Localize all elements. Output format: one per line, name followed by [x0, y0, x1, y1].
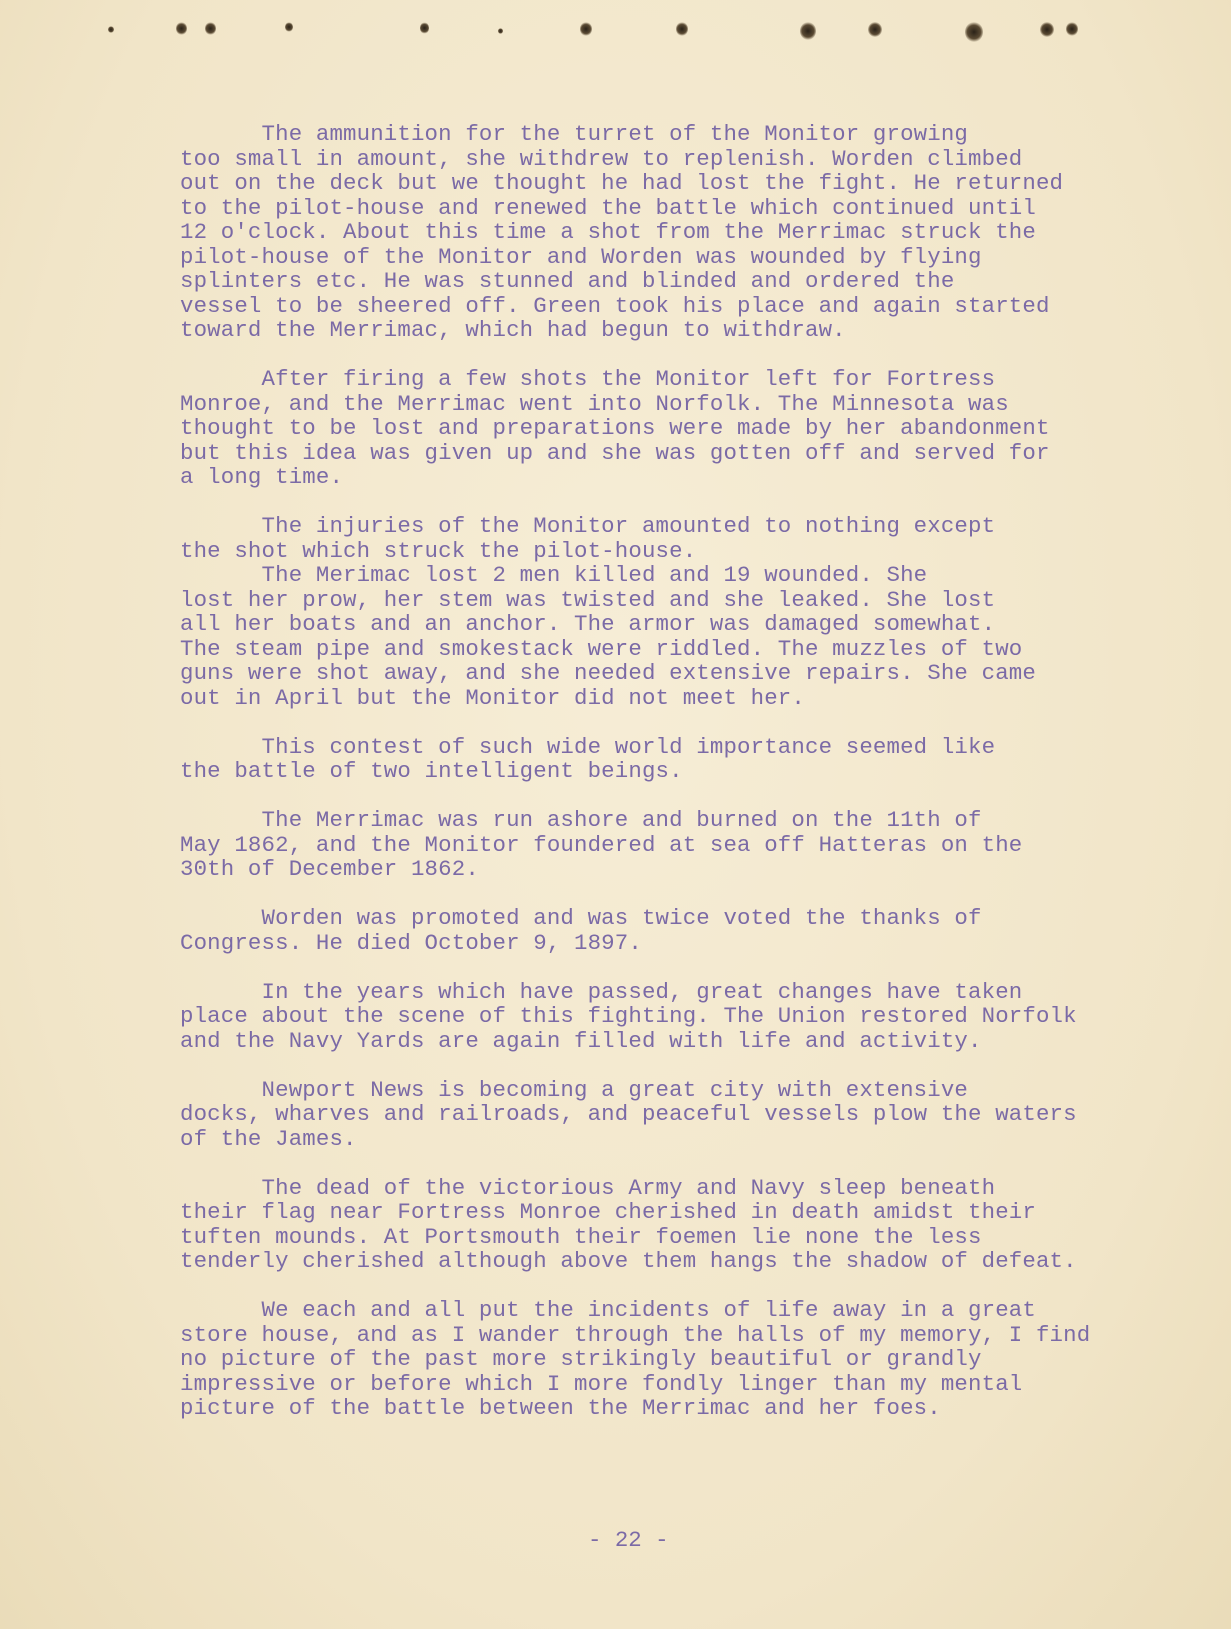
text-line: too small in amount, she withdrew to replenish. Worden climbed — [180, 145, 1023, 172]
text-line: After firing a few shots the Monitor left for Fortress — [180, 366, 996, 392]
text-line: thought to be lost and preparations were made by her abandonment — [180, 415, 1050, 441]
text-line: The Merimac lost 2 men killed and 19 wounded. She — [180, 562, 928, 588]
binding-hole — [176, 22, 187, 35]
paragraph — [180, 906, 1200, 955]
binding-hole — [108, 26, 114, 33]
binding-hole — [285, 22, 293, 32]
text-line: all her boats and an anchor. The armor was damaged somewhat. — [180, 611, 996, 637]
text-line: 30th of December 1862. — [180, 856, 479, 882]
text-line: impressive or before which I more fondly linger than my mental — [180, 1370, 1023, 1397]
paragraph — [180, 1078, 1200, 1152]
text-line: May 1862, and the Monitor foundered at sea off Hatteras on the — [180, 831, 1023, 858]
binding-holes — [0, 22, 1231, 52]
binding-hole — [868, 22, 882, 37]
typed-text-body — [180, 122, 1200, 1445]
paragraph — [180, 1298, 1200, 1421]
text-line: Monroe, and the Merrimac went into Norfolk. The Minnesota was — [180, 390, 1009, 417]
paragraph — [180, 808, 1200, 882]
text-line: Newport News is becoming a great city with extensive — [180, 1076, 969, 1103]
binding-hole — [676, 22, 688, 36]
paragraph — [180, 980, 1200, 1054]
binding-hole — [1066, 22, 1078, 36]
text-line: The Merrimac was run ashore and burned on the 11th of — [180, 807, 982, 833]
text-line: but this idea was given up and she was gotten off and served for — [180, 439, 1050, 466]
binding-hole — [800, 22, 816, 40]
text-line: of the James. — [180, 1125, 357, 1152]
text-line: their flag near Fortress Monroe cherished in death amidst their — [180, 1199, 1036, 1225]
text-line: no picture of the past more strikingly beautiful or grandly — [180, 1346, 982, 1372]
paragraph — [180, 367, 1200, 490]
binding-hole — [498, 28, 503, 34]
text-line: lost her prow, her stem was twisted and she leaked. She lost — [180, 586, 996, 613]
text-line: place about the scene of this fighting. The Union restored Norfolk — [180, 1003, 1077, 1029]
text-line: out in April but the Monitor did not meet her. — [180, 684, 805, 711]
text-line: vessel to be sheered off. Green took his place and again started — [180, 292, 1050, 319]
text-line: toward the Merrimac, which had begun to withdraw. — [180, 317, 846, 343]
text-line: This contest of such wide world importance seemed like — [180, 733, 996, 760]
text-line: guns were shot away, and she needed extensive repairs. She came — [180, 660, 1036, 686]
paragraph — [180, 735, 1200, 784]
paragraph — [180, 514, 1200, 710]
text-line: The ammunition for the turret of the Monitor growing — [180, 121, 969, 147]
text-line: docks, wharves and railroads, and peaceful vessels plow the waters — [180, 1101, 1077, 1127]
text-line: to the pilot-house and renewed the battle which continued until — [180, 194, 1036, 221]
text-line: and the Navy Yards are again filled with life and activity. — [180, 1027, 982, 1054]
binding-hole — [965, 22, 983, 42]
text-line: out on the deck but we thought he had lost the fight. He returned — [180, 170, 1064, 196]
page-number: - 22 - — [588, 1527, 669, 1553]
text-line: In the years which have passed, great changes have taken — [180, 978, 1023, 1005]
text-line: tenderly cherished although above them hangs the shadow of defeat. — [180, 1248, 1077, 1274]
text-line: the shot which struck the pilot-house. — [180, 537, 697, 564]
text-line: pilot-house of the Monitor and Worden was wounded by flying — [180, 243, 982, 270]
text-line: splinters etc. He was stunned and blinded and ordered the — [180, 268, 955, 294]
paragraph — [180, 1176, 1200, 1274]
text-line: We each and all put the incidents of life away in a great — [180, 1297, 1036, 1323]
text-line: The steam pipe and smokestack were riddled. The muzzles of two — [180, 635, 1023, 662]
text-line: a long time. — [180, 464, 344, 490]
text-line: The injuries of the Monitor amounted to nothing except — [180, 513, 996, 539]
text-line: the battle of two intelligent beings. — [180, 758, 683, 784]
binding-hole — [420, 22, 429, 34]
binding-hole — [1040, 22, 1054, 37]
text-line: store house, and as I wander through the halls of my memory, I find — [180, 1321, 1091, 1348]
text-line: 12 o'clock. About this time a shot from the Merrimac struck the — [180, 219, 1036, 245]
text-line: tuften mounds. At Portsmouth their foemen lie none the less — [180, 1223, 982, 1250]
text-line: picture of the battle between the Merrimac and her foes. — [180, 1395, 941, 1421]
binding-hole — [205, 22, 216, 35]
paragraph — [180, 122, 1200, 343]
text-line: Congress. He died October 9, 1897. — [180, 929, 642, 956]
binding-hole — [580, 22, 592, 36]
text-line: The dead of the victorious Army and Navy sleep beneath — [180, 1174, 996, 1201]
text-line: Worden was promoted and was twice voted the thanks of — [180, 905, 982, 931]
